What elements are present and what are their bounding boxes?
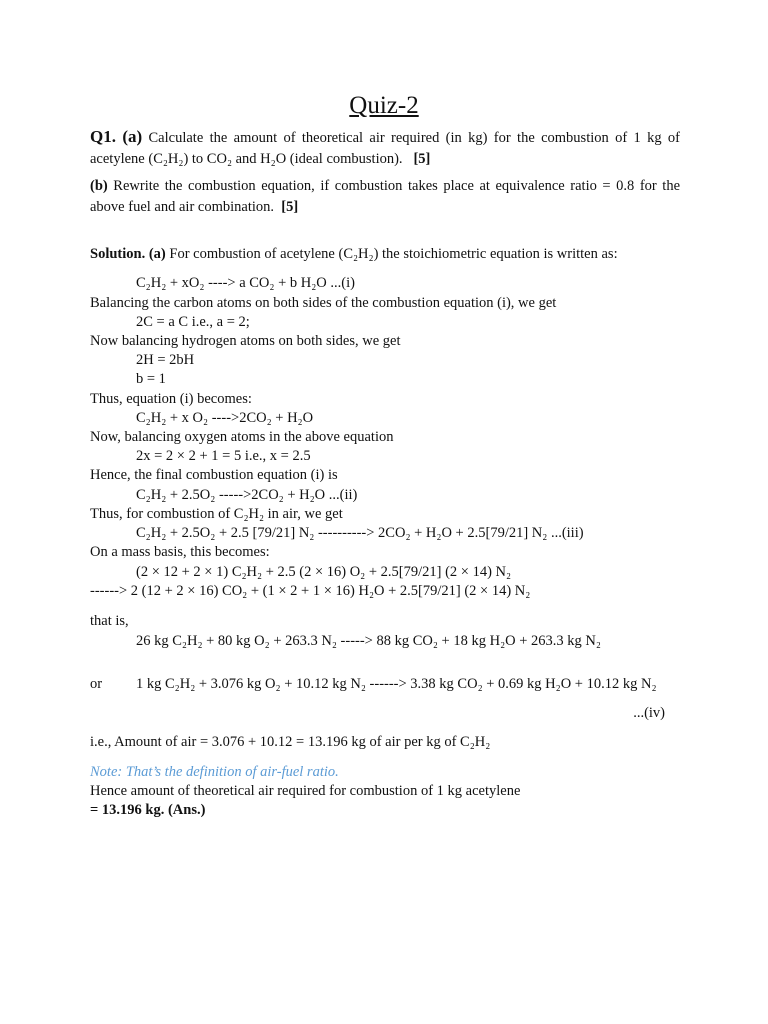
step-equation: 2C = a C i.e., a = 2; bbox=[136, 314, 250, 330]
part-a-marks: [5] bbox=[413, 151, 431, 167]
step-text: Thus, equation (i) becomes: bbox=[90, 391, 252, 407]
part-a-text: Calculate the amount of theoretical air required (in kg) for the combustion of 1 kg of acetylene (C₂H₂) to CO₂ and H₂O (ideal combustion). bbox=[90, 130, 681, 167]
per-kg-equation: 1 kg C₂H₂ + 3.076 kg O₂ + 10.12 kg N₂ ------> 3.38 kg CO₂ + 0.69 kg H₂O + 10.12 kg N₂ bbox=[136, 676, 657, 692]
page-title: Quiz-2 bbox=[349, 92, 419, 119]
amount-of-air-line: i.e., Amount of air = 3.076 + 10.12 = 13.196 kg of air per kg of C₂H₂ bbox=[90, 734, 491, 750]
answer-text: = 13.196 kg. (Ans.) bbox=[90, 802, 206, 818]
step-text: Now balancing hydrogen atoms on both sides, we get bbox=[90, 333, 401, 349]
mass-basis-right: ------> 2 (12 + 2 × 16) CO₂ + (1 × 2 + 1 × 16) H₂O + 2.5[79/21] (2 × 14) N₂ bbox=[90, 583, 531, 599]
step-text: Now, balancing oxygen atoms in the above equation bbox=[90, 429, 394, 445]
question-1-part-b bbox=[90, 176, 680, 218]
step-text: Balancing the carbon atoms on both sides of the combustion equation (i), we get bbox=[90, 295, 557, 311]
solution-heading: Solution. (a) bbox=[90, 246, 166, 262]
equation-iv-label: ...(iv) bbox=[633, 705, 665, 721]
question-1-part-a bbox=[90, 126, 680, 170]
equation-i: C₂H₂ + xO₂ ----> a CO₂ + b H₂O ...(i) bbox=[136, 275, 355, 291]
mass-basis-left: (2 × 12 + 2 × 1) C₂H₂ + 2.5 (2 × 16) O₂ + 2.5[79/21] (2 × 14) N₂ bbox=[136, 564, 512, 580]
step-equation: 2H = 2bH bbox=[136, 352, 195, 368]
equation-iii: C₂H₂ + 2.5O₂ + 2.5 [79/21] N₂ ----------> 2CO₂ + H₂O + 2.5[79/21] N₂ ...(iii) bbox=[136, 525, 584, 541]
step-text: that is, bbox=[90, 613, 129, 629]
solution-intro-line bbox=[90, 245, 618, 264]
part-b-label: (b) bbox=[90, 178, 108, 194]
part-a-label: (a) bbox=[122, 127, 143, 146]
step-equation: 2x = 2 × 2 + 1 = 5 i.e., x = 2.5 bbox=[136, 448, 311, 464]
conclusion-text: Hence amount of theoretical air required for combustion of 1 kg acetylene bbox=[90, 783, 521, 799]
mass-equation: 26 kg C₂H₂ + 80 kg O₂ + 263.3 N₂ -----> 88 kg CO₂ + 18 kg H₂O + 263.3 kg N₂ bbox=[136, 633, 601, 649]
step-equation: C₂H₂ + x O₂ ---->2CO₂ + H₂O bbox=[136, 410, 314, 426]
step-text: Thus, for combustion of C₂H₂ in air, we get bbox=[90, 506, 343, 522]
part-b-text: Rewrite the combustion equation, if combustion takes place at equivalence ratio = 0.8 for the above fuel and air combination. bbox=[90, 178, 680, 215]
step-text: On a mass basis, this becomes: bbox=[90, 544, 270, 560]
equation-ii: C₂H₂ + 2.5O₂ ----->2CO₂ + H₂O ...(ii) bbox=[136, 487, 358, 503]
question-number: Q1. bbox=[90, 127, 116, 146]
step-text: Hence, the final combustion equation (i) is bbox=[90, 467, 338, 483]
or-label: or bbox=[90, 676, 103, 692]
note-text: Note: That’s the definition of air-fuel ratio. bbox=[90, 764, 339, 780]
solution-intro: For combustion of acetylene (C₂H₂) the stoichiometric equation is written as: bbox=[169, 246, 618, 262]
part-b-marks: [5] bbox=[281, 199, 299, 215]
step-equation: b = 1 bbox=[136, 371, 166, 387]
